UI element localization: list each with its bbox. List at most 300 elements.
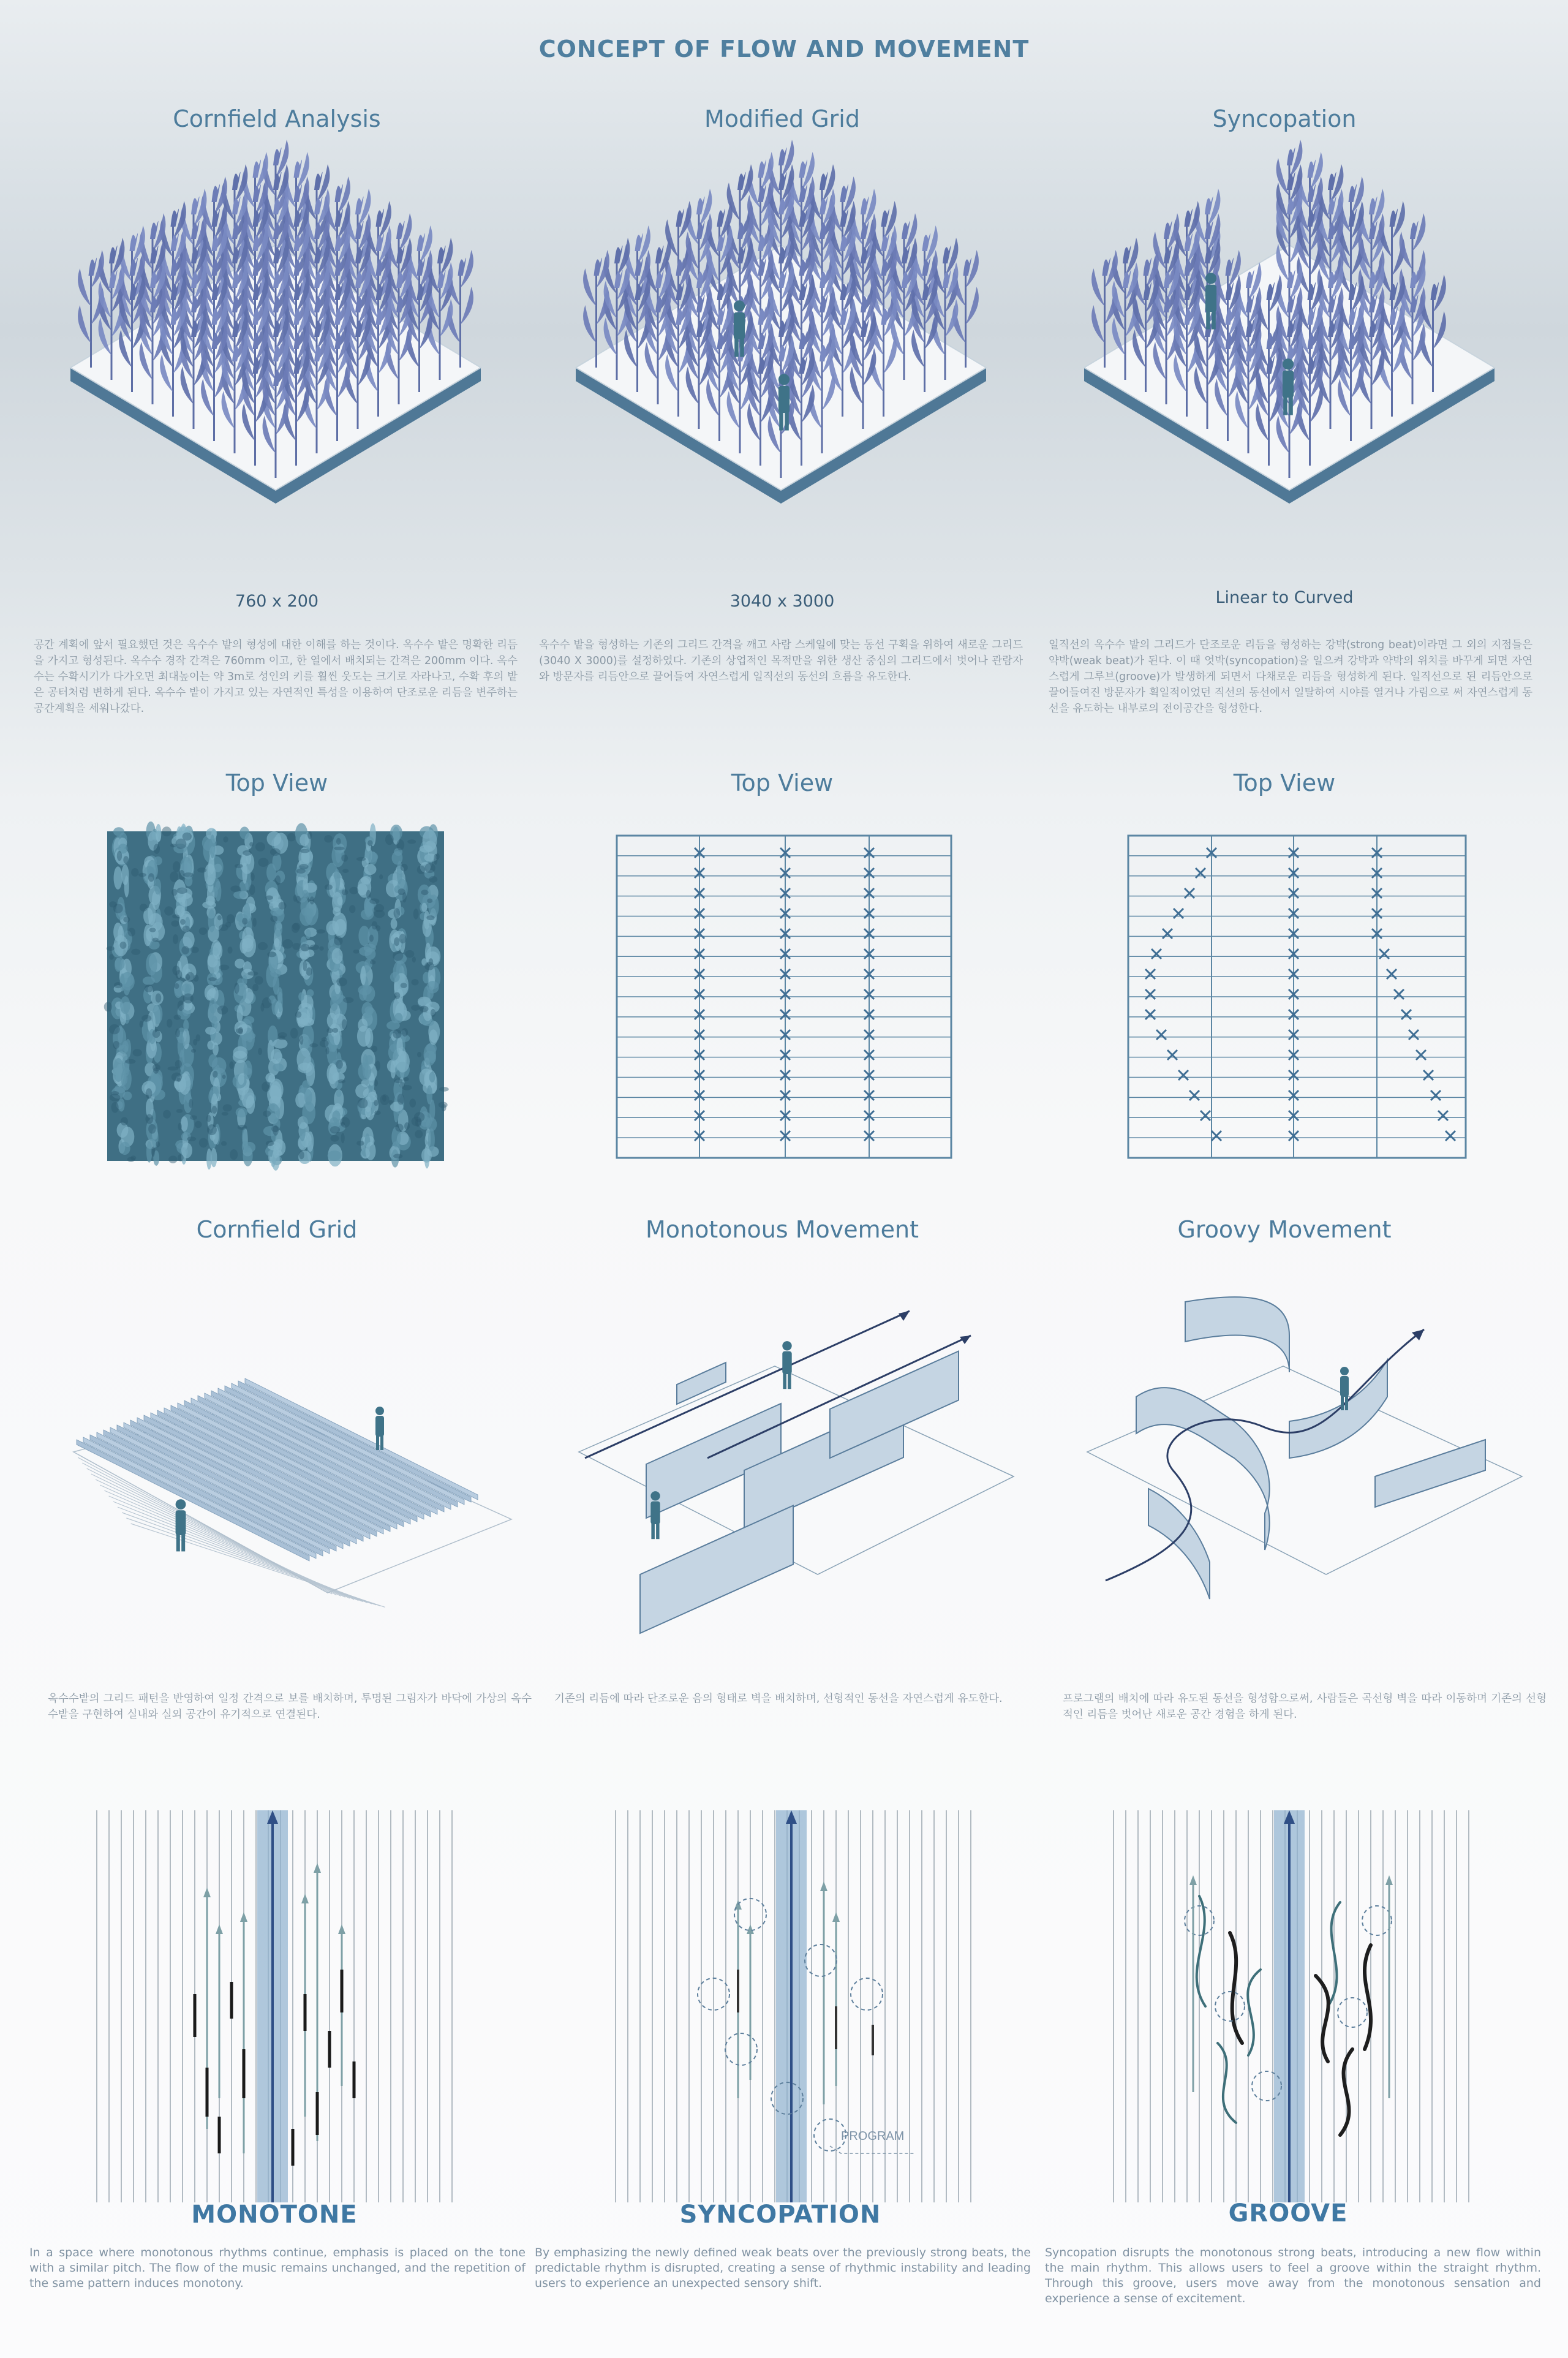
corn-texture-shadow <box>156 1141 160 1147</box>
corn-texture-shadow <box>371 1046 377 1052</box>
corn-texture-shadow <box>326 1046 330 1054</box>
corn-texture-shadow <box>275 875 281 885</box>
corn-texture-shadow <box>316 929 325 934</box>
corn-texture-shadow <box>217 915 222 920</box>
corn-texture-shadow <box>398 1094 405 1105</box>
corn-texture-leaf <box>277 987 282 1003</box>
corn-texture-shadow <box>117 851 122 861</box>
corn-texture-shadow <box>267 951 276 957</box>
corn-texture-leaf <box>237 1005 243 1022</box>
corn-texture-shadow <box>296 868 306 874</box>
corn-texture-shadow <box>145 984 153 992</box>
x-marker <box>1178 1070 1188 1080</box>
corn-texture-shadow <box>334 847 345 850</box>
corn-texture-leaf <box>361 1002 373 1019</box>
corn-texture-shadow <box>174 1015 181 1019</box>
corn-texture-shadow <box>412 956 416 962</box>
corn-texture-leaf <box>183 931 194 948</box>
corn-texture-shadow <box>334 936 342 945</box>
corn-texture-shadow <box>292 923 300 933</box>
corn-texture-shadow <box>402 1028 408 1037</box>
corn-texture-shadow <box>307 831 312 839</box>
x-marker <box>1196 868 1205 878</box>
description-syncopation-en: By emphasizing the newly defined weak beats over the previously strong beats, the predictable rhythm is disrupted, creating a sense of rhythmic instability and leading users to experience an unexpected sensory shift. <box>535 2246 1031 2290</box>
corn-texture-shadow <box>409 1098 416 1107</box>
corn-texture-leaf <box>244 1016 254 1024</box>
corn-texture-leaf <box>328 1151 342 1161</box>
corn-texture-leaf <box>424 1044 437 1066</box>
corn-texture-shadow <box>369 898 379 904</box>
corn-texture-shadow <box>266 1141 274 1146</box>
beat-arrowhead <box>747 1924 754 1934</box>
corn-texture-shadow <box>164 906 173 915</box>
corn-texture-shadow <box>255 976 263 984</box>
corn-texture-shadow <box>123 916 130 923</box>
corn-texture-leaf <box>273 1146 279 1158</box>
x-marker <box>1431 1090 1441 1100</box>
corn-texture-shadow <box>183 872 194 877</box>
corn-texture-shadow <box>389 1100 393 1105</box>
corn-texture-shadow <box>227 914 235 923</box>
corn-texture-shadow <box>195 1121 202 1128</box>
corn-texture-shadow <box>131 949 140 955</box>
corn-texture-shadow <box>434 854 438 865</box>
corn-texture-leaf <box>156 824 162 842</box>
corn-texture-leaf <box>307 989 314 997</box>
x-marker <box>1156 1030 1166 1040</box>
corn-texture-leaf <box>355 1084 369 1098</box>
corn-texture-leaf <box>120 973 125 991</box>
corn-texture-shadow <box>208 977 217 981</box>
corn-texture-shadow <box>439 1087 449 1092</box>
corn-texture-shadow <box>394 937 399 946</box>
corn-texture-shadow <box>252 918 256 927</box>
corn-texture-leaf <box>242 1141 248 1153</box>
x-marker <box>1401 1010 1411 1019</box>
corn-texture-shadow <box>109 954 114 959</box>
corn-texture-shadow <box>255 842 265 852</box>
cornfield-isometric <box>55 172 496 564</box>
corn-texture-leaf <box>330 996 338 1011</box>
corn-texture-shadow <box>340 1117 350 1127</box>
top-view-linear-grid <box>616 834 952 1159</box>
corn-texture-shadow <box>251 873 255 882</box>
corn-texture-shadow <box>356 1141 364 1146</box>
corn-texture-shadow <box>156 993 162 1002</box>
corn-texture-shadow <box>222 1075 226 1079</box>
corn-texture-leaf <box>369 852 377 865</box>
x-marker <box>1416 1050 1426 1060</box>
corn-texture-shadow <box>148 1124 156 1134</box>
x-marker <box>1423 1070 1433 1080</box>
x-marker <box>1152 949 1161 959</box>
corn-texture-shadow <box>193 1039 197 1046</box>
corn-texture-shadow <box>415 1119 421 1127</box>
corn-texture-leaf <box>300 897 309 916</box>
corn-texture-shadow <box>121 1117 128 1125</box>
corn-texture-leaf <box>332 948 343 964</box>
corn-texture-shadow <box>153 1029 160 1038</box>
corn-texture-leaf <box>241 855 248 866</box>
corn-texture-shadow <box>229 1061 233 1069</box>
weak-beat-circle <box>1338 1998 1367 2027</box>
corn-texture-shadow <box>310 945 319 950</box>
corn-texture-leaf <box>206 1148 211 1170</box>
corn-texture-shadow <box>411 1005 420 1011</box>
weak-beat-circle <box>1215 1992 1245 2021</box>
corn-texture-leaf <box>274 938 280 947</box>
corn-texture-shadow <box>183 994 194 1003</box>
corn-texture-leaf <box>247 1035 253 1042</box>
corn-texture-leaf <box>174 981 183 998</box>
heading-top-view-3: Top View <box>1233 769 1336 796</box>
corn-texture-shadow <box>396 839 404 850</box>
x-marker <box>1446 1131 1455 1141</box>
corn-texture-leaf <box>209 834 215 858</box>
corn-texture-shadow <box>403 1077 409 1081</box>
corn-texture-shadow <box>127 1157 135 1162</box>
corn-texture-leaf <box>115 958 122 972</box>
corn-texture-shadow <box>262 1082 270 1092</box>
weak-beat-circle <box>851 1978 883 2010</box>
corn-texture-shadow <box>125 1059 136 1064</box>
beat-arrowhead <box>301 1894 309 1903</box>
corn-texture-shadow <box>374 1100 379 1106</box>
corn-texture-shadow <box>128 928 135 937</box>
corn-texture-shadow <box>141 1015 151 1022</box>
heading-syncopation: Syncopation <box>1212 105 1357 132</box>
corn-texture-shadow <box>172 889 178 896</box>
corn-texture-shadow <box>149 928 156 932</box>
corn-texture-leaf <box>124 875 129 897</box>
corn-texture-shadow <box>249 884 255 895</box>
corn-texture-leaf <box>233 1051 247 1063</box>
corn-texture-leaf <box>205 1027 216 1035</box>
corn-texture-shadow <box>168 1067 178 1071</box>
corn-texture-shadow <box>342 1019 347 1030</box>
x-marker <box>1189 1090 1199 1100</box>
page-title: CONCEPT OF FLOW AND MOVEMENT <box>538 36 1030 62</box>
corn-texture-shadow <box>309 1043 318 1048</box>
corn-texture-shadow <box>393 951 403 961</box>
corn-texture-leaf <box>394 1013 402 1023</box>
corn-texture-shadow <box>265 895 273 900</box>
corn-texture-shadow <box>139 1021 143 1027</box>
corn-texture-shadow <box>148 873 154 882</box>
corn-texture-shadow <box>180 919 186 925</box>
corn-texture-shadow <box>199 928 208 935</box>
corn-texture-shadow <box>341 855 348 862</box>
corn-texture-shadow <box>212 1106 217 1114</box>
corn-texture-shadow <box>368 840 373 846</box>
corn-texture-leaf <box>238 1074 244 1085</box>
x-marker <box>1163 929 1172 939</box>
corn-texture-shadow <box>300 1035 303 1045</box>
corn-texture-shadow <box>199 1138 208 1147</box>
description-monotone: In a space where monotonous rhythms continue, emphasis is placed on the tone with a similar pitch. The flow of the music remains unchanged, and the repetition of the same pattern induces monotony. <box>29 2246 526 2290</box>
corn-texture-leaf <box>273 1064 284 1071</box>
monotone-rhythm-diagram <box>91 1810 458 2202</box>
corn-texture-shadow <box>138 873 146 877</box>
corn-texture-shadow <box>393 1154 402 1158</box>
x-marker <box>1212 1131 1221 1141</box>
corn-texture-shadow <box>439 1102 448 1108</box>
corn-texture-leaf <box>206 896 216 905</box>
corn-texture-shadow <box>353 950 359 954</box>
corn-texture-shadow <box>107 946 115 951</box>
corn-texture-shadow <box>287 833 296 842</box>
corn-texture-shadow <box>263 1111 271 1117</box>
corn-texture-shadow <box>306 967 312 976</box>
corn-texture-shadow <box>330 1126 340 1133</box>
description-monotonous-movement: 기존의 리듬에 따라 단조로운 음의 형태로 벽을 배치하며, 선형적인 동선을 자연스럽게 유도한다. <box>554 1693 1003 1705</box>
corn-texture-shadow <box>301 944 310 951</box>
corn-texture-leaf <box>361 876 371 884</box>
corn-texture-shadow <box>110 1094 121 1101</box>
corn-texture-shadow <box>303 961 307 971</box>
corn-texture-leaf <box>146 953 157 975</box>
corn-texture-leaf <box>365 948 376 960</box>
corn-texture-shadow <box>176 1109 183 1113</box>
corn-texture-leaf <box>123 1092 132 1100</box>
x-marker <box>1185 888 1194 898</box>
corn-texture-leaf <box>242 975 247 985</box>
corn-texture-leaf <box>118 1098 125 1112</box>
curved-wall <box>1375 1440 1485 1507</box>
corn-texture-shadow <box>395 1124 403 1132</box>
corn-texture-shadow <box>146 1088 153 1098</box>
corn-texture-shadow <box>278 1032 287 1038</box>
corn-texture-shadow <box>366 890 371 899</box>
corn-texture-leaf <box>390 972 400 983</box>
weak-beat-circle <box>1362 1906 1392 1935</box>
heading-monotonous-movement: Monotonous Movement <box>645 1216 919 1243</box>
corn-texture-shadow <box>427 899 432 904</box>
corn-texture-leaf <box>336 1089 342 1097</box>
weak-beat-circle <box>805 1944 837 1976</box>
corn-texture-leaf <box>119 1045 129 1054</box>
corn-texture-leaf <box>396 1037 402 1056</box>
corn-texture-leaf <box>337 897 342 905</box>
corn-texture-leaf <box>235 959 245 969</box>
corn-texture-leaf <box>121 1067 132 1090</box>
corn-texture-shadow <box>290 1028 298 1038</box>
corn-texture-shadow <box>336 838 341 845</box>
corn-texture-leaf <box>358 985 371 996</box>
x-marker <box>1145 969 1155 979</box>
corn-texture-leaf <box>113 827 124 836</box>
corn-texture-shadow <box>337 1079 345 1083</box>
corn-texture-shadow <box>178 1123 181 1130</box>
corn-texture-shadow <box>133 1049 142 1056</box>
corn-texture-shadow <box>405 950 415 958</box>
corn-texture-shadow <box>207 1124 217 1135</box>
corn-texture-leaf <box>429 1072 435 1083</box>
corn-texture-shadow <box>262 997 271 1008</box>
corn-texture-leaf <box>114 866 123 890</box>
corn-texture-leaf <box>271 1049 282 1064</box>
beat-arrowhead <box>338 1924 345 1934</box>
corn-texture-shadow <box>375 925 380 931</box>
corn-texture-shadow <box>402 1085 412 1090</box>
corn-texture-shadow <box>236 1028 243 1034</box>
corn-texture-shadow <box>178 1154 184 1162</box>
corn-texture-leaf <box>424 1144 430 1169</box>
caption-linear-to-curved: Linear to Curved <box>1215 588 1354 607</box>
beat-arrowhead <box>1189 1875 1197 1885</box>
corn-texture-shadow <box>230 885 241 892</box>
curved-wall <box>1148 1489 1210 1599</box>
corn-texture-shadow <box>217 1005 228 1015</box>
corn-texture-shadow <box>374 904 384 912</box>
corn-texture-shadow <box>415 1130 423 1138</box>
corn-texture-shadow <box>181 946 189 954</box>
corn-texture-shadow <box>206 1115 211 1122</box>
corn-texture-shadow <box>393 1029 402 1038</box>
x-marker <box>1167 1050 1177 1060</box>
corn-texture-shadow <box>330 1135 339 1142</box>
corn-texture-leaf <box>208 1003 214 1021</box>
corn-texture-leaf <box>428 1128 435 1151</box>
corn-texture-shadow <box>401 864 408 871</box>
corn-texture-shadow <box>341 1133 345 1143</box>
heading-top-view-2: Top View <box>731 769 834 796</box>
corn-texture-shadow <box>394 1078 402 1083</box>
corn-texture-shadow <box>278 902 286 909</box>
corn-texture-shadow <box>183 926 190 932</box>
corn-texture-shadow <box>173 934 178 944</box>
corn-texture-leaf <box>391 918 398 929</box>
corn-texture-shadow <box>404 1122 410 1130</box>
corn-texture-shadow <box>189 1099 193 1108</box>
person-figure <box>782 1341 791 1389</box>
corn-texture-shadow <box>385 834 394 845</box>
corn-texture-shadow <box>421 890 428 895</box>
corn-texture-shadow <box>293 894 297 902</box>
corn-texture-leaf <box>296 1048 311 1071</box>
corn-texture-shadow <box>402 892 407 902</box>
corn-texture-shadow <box>270 916 277 922</box>
corn-texture-leaf <box>265 1073 275 1083</box>
corn-texture-shadow <box>174 983 179 989</box>
corn-texture-leaf <box>358 1019 368 1032</box>
corn-texture-shadow <box>219 965 229 970</box>
corn-texture-shadow <box>235 864 243 868</box>
top-view-curved-grid <box>1127 834 1467 1159</box>
corn-texture-shadow <box>172 915 179 918</box>
corn-texture-shadow <box>119 942 126 949</box>
corn-texture-shadow <box>213 1071 218 1078</box>
corn-texture-leaf <box>423 829 437 852</box>
corn-texture-shadow <box>242 918 247 924</box>
corn-texture-shadow <box>221 1141 227 1146</box>
corn-texture-shadow <box>113 904 123 913</box>
corn-texture-leaf <box>421 903 427 912</box>
corn-texture-shadow <box>295 1011 302 1018</box>
corn-texture-shadow <box>177 888 187 894</box>
description-cornfield-grid: 옥수수밭의 그리드 패턴을 반영하여 일정 간격으로 보를 배치하며, 투명된 그림자가 바닥에 가상의 옥수수밭을 구현하여 실내와 실외 공간이 유기적으로 연결된다. <box>48 1693 532 1721</box>
corn-texture-leaf <box>364 864 376 875</box>
corn-texture-shadow <box>407 839 416 844</box>
corn-texture-leaf <box>361 966 366 986</box>
corn-texture-leaf <box>426 1085 432 1104</box>
corn-texture-leaf <box>306 929 311 939</box>
corn-texture-leaf <box>274 921 282 937</box>
corn-texture-shadow <box>171 920 179 926</box>
corn-texture-shadow <box>104 1002 112 1011</box>
groove-curve <box>1365 1945 1371 2049</box>
corn-texture-leaf <box>119 1142 130 1155</box>
x-marker <box>1200 1111 1210 1120</box>
label-monotone: MONOTONE <box>191 2201 358 2229</box>
corn-texture-leaf <box>182 983 192 992</box>
weak-beat-circle <box>725 2033 757 2065</box>
corn-texture-shadow <box>131 868 138 877</box>
corn-texture-shadow <box>431 1009 436 1017</box>
corn-texture-shadow <box>109 1024 120 1035</box>
caption-cornfield-dimensions: 760 x 200 <box>235 592 319 611</box>
corn-texture-shadow <box>374 1111 381 1115</box>
syncopation-rhythm-diagram <box>609 1810 977 2202</box>
corn-texture-shadow <box>426 915 434 920</box>
corn-texture-shadow <box>325 884 333 890</box>
corn-texture-shadow <box>379 874 383 879</box>
corn-texture-leaf <box>307 1132 314 1152</box>
corn-texture-leaf <box>213 942 222 959</box>
cornfield-grid-axonometric <box>70 1299 511 1605</box>
corn-texture-leaf <box>302 1102 315 1124</box>
beat-arrowhead <box>314 1863 321 1873</box>
flow-arrow-head <box>899 1311 910 1321</box>
groove-curve <box>1248 1970 1261 2055</box>
corn-texture-shadow <box>222 1112 228 1116</box>
description-cornfield-analysis: 공간 계획에 앞서 필요했던 것은 옥수수 밭의 형성에 대한 이해를 하는 것이다. 옥수수 밭은 명확한 리듬을 가지고 형성된다. 옥수수 경작 간격은 760mm 이고, 한 열에서 배치되는 간격은 200mm 이다. 옥수수는 수확시기가 다가오면 최대높이는 약 3m로 성인의 키를 훨씬 웃도는 크기로 자라나고, 수확 후의 밭은 공터처럼 변하게 된다. 옥수수 밭이 가지고 있는 자연적인 특성을 이용하여 단조로운 리듬을 변주하는 공간계획을 세워나갔다. <box>34 639 518 715</box>
corn-texture-shadow <box>401 983 407 988</box>
corn-texture-shadow <box>349 887 358 894</box>
x-marker <box>1387 969 1396 979</box>
corn-texture-shadow <box>175 970 182 979</box>
corn-texture-shadow <box>114 982 123 988</box>
corn-texture-shadow <box>168 1155 177 1163</box>
corn-texture-shadow <box>342 869 349 873</box>
corn-texture-shadow <box>187 1136 196 1141</box>
corn-texture-shadow <box>394 992 400 999</box>
corn-texture-shadow <box>154 844 160 853</box>
corn-texture-shadow <box>191 1049 196 1053</box>
corn-texture-shadow <box>326 1028 333 1033</box>
groovy-movement-axonometric <box>1081 1317 1522 1636</box>
x-marker <box>1409 1030 1419 1040</box>
corn-texture-shadow <box>358 1098 368 1108</box>
curved-wall <box>1185 1297 1289 1372</box>
corn-texture-shadow <box>382 1095 386 1102</box>
corn-texture-leaf <box>273 1038 288 1048</box>
corn-texture-shadow <box>152 938 159 942</box>
program-label: PROGRAM <box>841 2129 905 2143</box>
corn-texture-shadow <box>140 904 148 912</box>
corn-texture-shadow <box>319 947 323 951</box>
corn-texture-shadow <box>429 876 437 883</box>
groove-curve <box>1218 2043 1236 2123</box>
beat-arrowhead <box>240 1912 247 1922</box>
corn-texture-shadow <box>370 960 375 964</box>
corn-texture-shadow <box>173 861 181 872</box>
x-marker <box>1174 909 1183 918</box>
corn-texture-shadow <box>300 849 309 853</box>
corn-texture-shadow <box>228 947 233 954</box>
monotonous-movement-axonometric <box>573 1317 1014 1636</box>
corn-texture-shadow <box>349 905 355 913</box>
